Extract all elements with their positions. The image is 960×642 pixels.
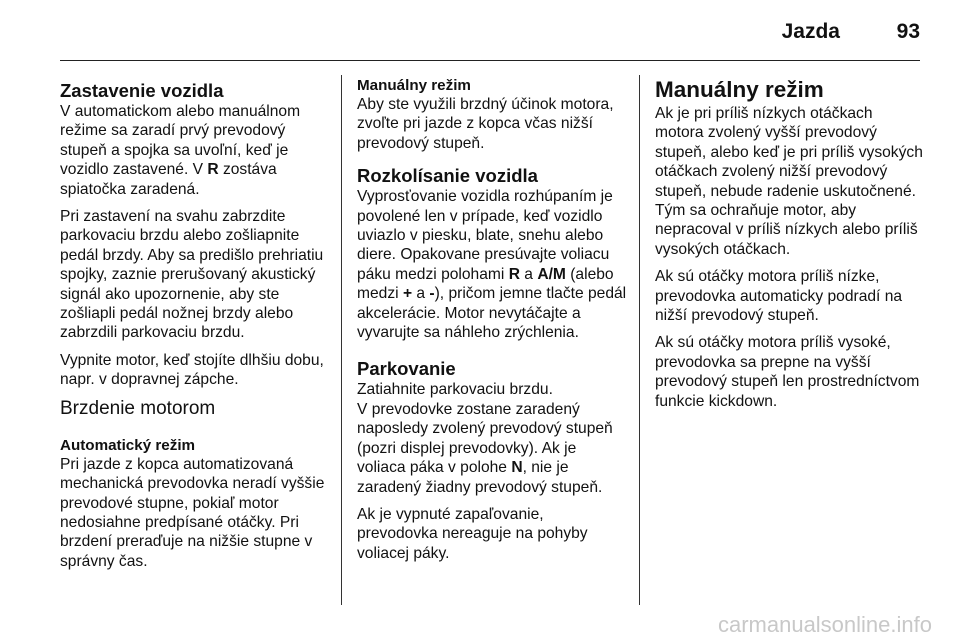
paragraph-manual-3: Ak sú otáčky motora príliš vysoké, prevodovka sa prepne na vyšší prevodový stupeň len prostredníctvom funkcie kickdown.: [655, 334, 920, 410]
heading-rocking: Rozkolísanie vozidla: [357, 165, 538, 187]
page-header: [0, 0, 960, 60]
column-divider-2: [639, 75, 640, 605]
column-3: [655, 76, 925, 419]
paragraph-manual: Aby ste využili brzdný účinok motora, zvoľte pri jazde z kopca včas nižší prevodový stupeň.: [357, 96, 614, 152]
header-rule: [60, 60, 920, 61]
heading-stop: Zastavenie vozidla: [60, 80, 224, 101]
paragraph-parking-3: Ak je vypnuté zapaľovanie, prevodovka nereaguje na pohyby voliacej páky.: [357, 505, 588, 562]
section-title: Jazda: [781, 20, 840, 43]
paragraph-manual-1: Ak je pri príliš nízkych otáčkach motora zvolený vyšší prevodový stupeň, alebo keď je pri príliš vysokých otáčkach zvolený nižší prevodový stupeň, nebude radenie uskutočnené. Tým sa ochraňuje motor, aby nepracoval v príliš nízkych alebo príliš vysokých otáčkach.: [655, 105, 923, 258]
heading-parking: Parkovanie: [357, 358, 456, 380]
paragraph-stop-3: Vypnite motor, keď stojíte dlhšiu dobu, napr. v dopravnej zápche.: [60, 351, 324, 389]
column-2: [357, 76, 627, 571]
paragraph-stop-2: Pri zastavení na svahu zabrzdite parkovaciu brzdu alebo zošliapnite pedál brzdy. Aby sa predišlo prehriatiu spojky, zaznie prerušovaný akustický signál ako upozornenie, aby ste zošliapli pedál nožnej brzdy alebo zabrzdili parkovaciu brzdu.: [60, 208, 324, 342]
column-1: [60, 76, 330, 579]
column-divider-1: [341, 75, 342, 605]
heading-auto-mode: Automatický režim: [60, 436, 196, 454]
paragraph-stop-1: V automatickom alebo manuálnom režime sa zaradí prvý prevodový stupeň a spojka sa uvoľní, keď je vozidlo zastavené. V R zostáva spiatočka zaradená.: [60, 103, 301, 198]
paragraph-manual-2: Ak sú otáčky motora príliš nízke, prevodovka automaticky podradí na nižší prevodový stupeň.: [655, 268, 903, 325]
gear-r: R: [207, 161, 219, 179]
paragraph-parking-1: Zatiahnite parkovaciu brzdu.: [357, 381, 553, 399]
paragraph-auto: Pri jazde z kopca automatizovaná mechanická prevodovka neradí vyššie prevodové stupne, pokiaľ motor nedosiahne predpísané otáčky. Pri brzdení preraďuje na nižšie stupne v správny čas.: [60, 455, 325, 570]
paragraph-rocking: Vyprosťovanie vozidla rozhúpaním je povolené len v prípade, keď vozidlo uviazlo v piesku, blate, snehu alebo diere. Opakovane presúvajte voliacu páku medzi polohami R a A/M (alebo medzi + a -), pričom jemne tlačte pedál akcelerácie. Motor nevytáčajte a vyvarujte sa náhleho zrýchlenia.: [357, 188, 627, 342]
heading-manual-mode-small: Manuálny režim: [357, 77, 471, 94]
heading-engine-braking: Brzdenie motorom: [60, 397, 216, 419]
page-number: 93: [896, 20, 920, 43]
watermark: carmanualsonline.info: [717, 612, 932, 637]
heading-manual-mode: Manuálny režim: [655, 77, 824, 102]
paragraph-parking-2: V prevodovke zostane zaradený naposledy zvolený prevodový stupeň (pozri displej prevodovky). Ak je voliaca páka v polohe N, nie je zaradený žiadny prevodový stupeň.: [357, 400, 613, 496]
